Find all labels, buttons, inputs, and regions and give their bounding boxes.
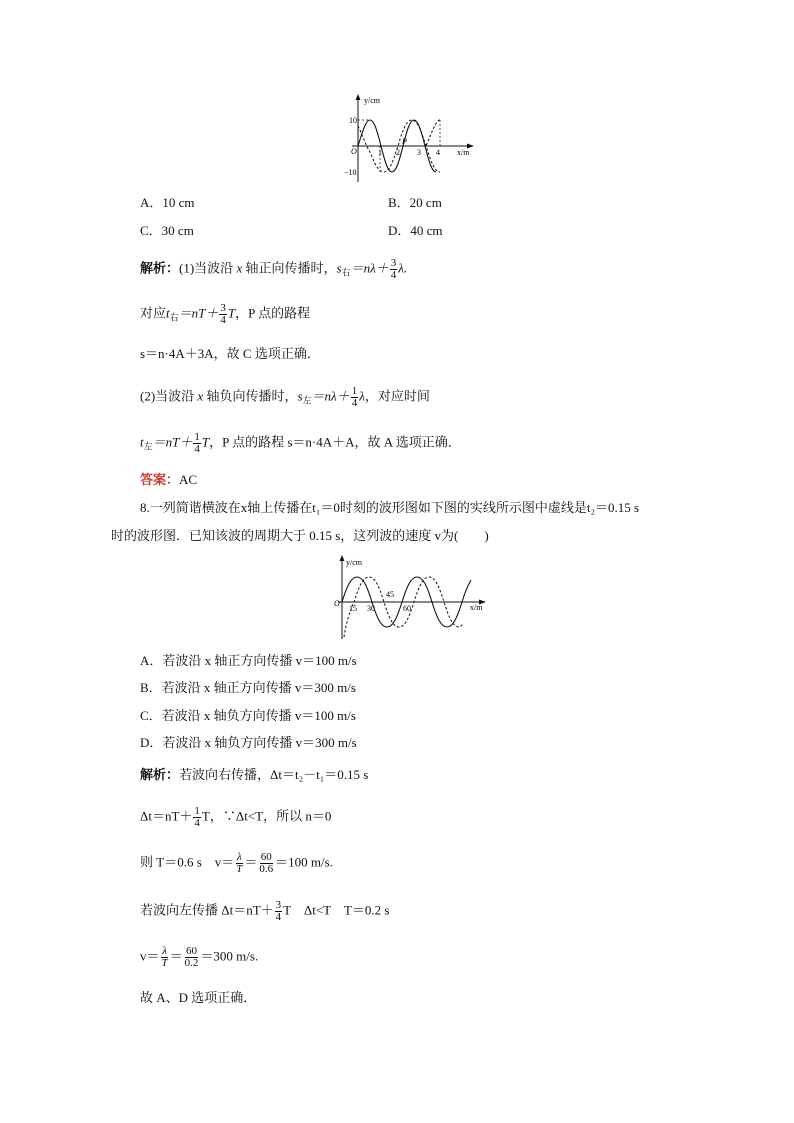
fig2-xtick-30: 30 — [367, 604, 375, 613]
q8-analysis-line-3: 则 T＝0.6 s v＝ $\frac{\lambda}{T}$ ＝ $\frac{60}{0.6}$ ＝100 m/s. — [140, 851, 333, 875]
q8-option-c: C．若波沿 x 轴负方向传播 v＝100 m/s — [140, 708, 356, 723]
q8-option-b: B．若波沿 x 轴正方向传播 v＝300 m/s — [140, 680, 356, 695]
q8-analysis-line-5: v＝ $\frac{\lambda}{T}$ ＝ $\frac{60}{0.2}$ ＝300 m/s. — [140, 945, 259, 969]
q8-analysis-line-2: Δt＝nT＋ $\frac{1}{4}$ T，∵Δt<T，所以 n＝0 — [140, 805, 332, 829]
q8-stem-line-2: 时的波形图．已知该波的周期大于 0.15 s，这列波的速度 v为( ) — [111, 528, 489, 543]
analysis-label: 解析： — [140, 260, 180, 276]
q8-analysis-line-1: 解析：若波向右传播，Δt＝t₂－t₁＝0.15 s — [140, 767, 369, 782]
answer-value: AC — [179, 472, 198, 487]
fraction: $\frac{1}{4}$ — [194, 431, 200, 455]
q7-option-d: D．40 cm — [388, 223, 443, 238]
answer-label: 答案： — [140, 472, 180, 487]
fig2-xtick-60: 60 — [403, 604, 411, 613]
q7-option-a: A．10 cm — [140, 195, 195, 210]
q8-option-d: D．若波沿 x 轴负方向传播 v＝300 m/s — [140, 735, 357, 750]
fig2-x-label: x/m — [470, 603, 483, 612]
analysis-label: 解析： — [140, 767, 180, 782]
q7-answer — [140, 472, 197, 488]
fraction: $\frac{60}{0.6}$ — [259, 851, 274, 875]
q8-option-a: A．若波沿 x 轴正方向传播 v＝100 m/s — [140, 653, 357, 668]
q7-analysis-line-4: (2)当波沿 x 轴负向传播时，$s_左=n\lambda+$ $\frac{1}{4}$ λ，对应时间 — [140, 385, 430, 409]
fig1-tick-neg10: −10 — [344, 168, 357, 177]
wave-figure-2 — [330, 553, 490, 643]
q7-analysis-line-1: 解析：(1)当波沿 x 轴正向传播时，$s_右=n\lambda+$ $\frac{3}{4}$ λ. — [140, 257, 408, 281]
q8-analysis-line-6: 故 A、D 选项正确． — [140, 990, 257, 1005]
fig1-xtick-4: 4 — [436, 148, 440, 157]
fig2-origin: O — [334, 599, 340, 608]
q7-option-c: C．30 cm — [140, 223, 194, 238]
q7-analysis-line-5: $t_左=nT+$ $\frac{1}{4}$ T，P 点的路程 s＝n·4A＋A，故 A 选项正确． — [140, 431, 461, 455]
fraction: $\frac{3}{4}$ — [275, 899, 282, 923]
wave-figure-1 — [340, 92, 480, 188]
fraction: $\frac{3}{4}$ — [390, 257, 397, 281]
fig2-y-label: y/cm — [346, 558, 362, 567]
q7-option-b: B．20 cm — [388, 195, 442, 210]
fig1-y-label: y/cm — [364, 96, 380, 105]
fig1-point-p: P — [402, 137, 407, 146]
fraction: $\frac{\lambda}{T}$ — [236, 851, 243, 875]
fig1-xtick-1: 1 — [378, 148, 382, 157]
fig2-xtick-15: 15 — [349, 604, 357, 613]
fig1-tick-10: 10 — [349, 116, 357, 125]
fig2-xtick-45: 45 — [386, 590, 394, 599]
fig1-origin: O — [351, 147, 357, 156]
q8-stem-line-1: 8.一列简谐横波在x轴上传播在t₁＝0时刻的波形图如下图的实线所示图中虚线是t₂＝0.15 s — [140, 500, 640, 515]
q7-analysis-line-3: s＝n·4A＋3A，故 C 选项正确． — [140, 346, 320, 361]
fig1-xtick-3: 3 — [417, 148, 421, 157]
fraction: $\frac{3}{4}$ — [220, 302, 226, 326]
fraction: $\frac{1}{4}$ — [194, 805, 200, 829]
fig1-xtick-2: 2 — [396, 148, 400, 157]
fraction: $\frac{\lambda}{T}$ — [161, 945, 168, 969]
q7-analysis-line-2: 对应$t_右=nT+$ $\frac{3}{4}$ T，P 点的路程 — [140, 302, 311, 326]
fig1-x-label: x/m — [457, 148, 470, 157]
q8-analysis-line-4: 若波向左传播 Δt＝nT＋ $\frac{3}{4}$ T Δt<T T＝0.2 s — [140, 899, 390, 923]
fraction: $\frac{1}{4}$ — [351, 385, 358, 409]
fraction: $\frac{60}{0.2}$ — [184, 945, 199, 969]
